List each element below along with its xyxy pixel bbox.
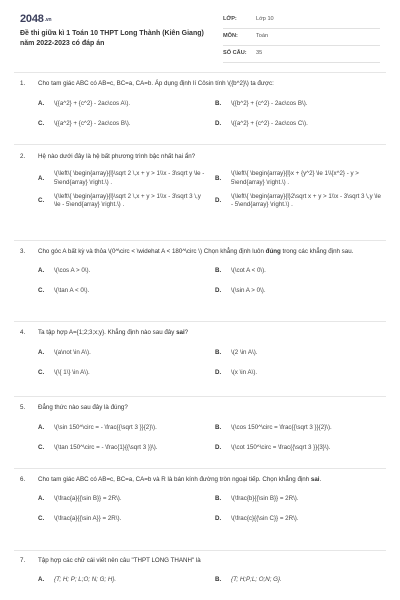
- divider: [14, 321, 386, 322]
- option-letter: A.: [38, 174, 45, 182]
- page-title: Đề thi giữa kì 1 Toán 10 THPT Long Thành (Kiên Giang) năm 2022-2023 có đáp án: [20, 30, 204, 47]
- option-letter: B.: [215, 99, 222, 107]
- info-row-class: [223, 12, 380, 29]
- option-b[interactable]: [215, 265, 382, 276]
- info-row-subject: [223, 29, 380, 46]
- option-text: \(\frac{c}{{\sin C}} = 2R\).: [231, 514, 299, 522]
- question-text: [20, 329, 382, 337]
- option-letter: B.: [215, 348, 222, 356]
- option-letter: A.: [38, 99, 45, 107]
- answer-options: [38, 170, 382, 209]
- option-text: \(x \in A\).: [231, 368, 258, 376]
- option-letter: C.: [38, 368, 45, 376]
- answer-options: [38, 493, 382, 524]
- option-letter: A.: [38, 575, 45, 583]
- option-letter: C.: [38, 197, 45, 205]
- question-text: [20, 557, 382, 565]
- option-letter: B.: [215, 494, 222, 502]
- option-text: \(\left\{ \begin{array}{l}x + {y^2} \le 1\\{x^2} - y > 5\end{array} \right.\) .: [231, 170, 359, 186]
- question-number: 1.: [20, 80, 26, 87]
- option-text: \(\left\{ \begin{array}{l}\sqrt 2 \,x + y > 1\\x - 3\sqrt y \le - 5\end{array} \right.\) .: [54, 170, 205, 186]
- option-c[interactable]: [38, 367, 205, 378]
- question-body: Cho góc A bất kỳ và thỏa \(0^\circ < \widehat A < 180^\circ \) Chọn khẳng định luôn đúng trong các khẳng định sau.: [38, 248, 354, 255]
- question-text: [20, 153, 382, 161]
- option-b[interactable]: [215, 98, 382, 109]
- option-text: \(a\not \in A\).: [54, 348, 91, 356]
- emphasis-text: sai: [176, 329, 185, 336]
- info-label: LỚP:: [223, 16, 237, 23]
- option-letter: B.: [215, 575, 222, 583]
- option-text: \({a^2} + {c^2} - 2ac\cos A\).: [54, 99, 131, 107]
- option-text: \(\frac{b}{{\sin B}} = 2R\).: [231, 494, 299, 502]
- option-c[interactable]: [38, 118, 205, 129]
- divider: [14, 396, 386, 397]
- option-text: \(\cot 150^\circ = \frac{{\sqrt 3 }}{3}\).: [231, 443, 331, 451]
- option-c[interactable]: [38, 513, 205, 524]
- document-header: [0, 0, 400, 64]
- option-a[interactable]: [38, 574, 205, 585]
- divider: [14, 72, 386, 73]
- option-text: {T; H;P;L; O;N; G}.: [231, 575, 282, 583]
- option-a[interactable]: [38, 422, 205, 433]
- answer-options: [38, 574, 382, 585]
- option-d[interactable]: [215, 513, 382, 524]
- info-value: Toán: [256, 33, 269, 40]
- option-b[interactable]: [215, 347, 382, 358]
- option-c[interactable]: [38, 442, 205, 453]
- option-a[interactable]: [38, 347, 205, 358]
- divider: [14, 550, 386, 551]
- option-text: \({a^2} + {c^2} - 2ac\cos B\).: [54, 119, 131, 127]
- question-number: 2.: [20, 153, 26, 160]
- option-text: \({a^2} + {c^2} - 2ac\cos C\).: [231, 119, 308, 127]
- question-text: [20, 404, 382, 412]
- option-text: {T; H; P; L;O; N; G; H}.: [54, 575, 117, 583]
- answer-options: [38, 98, 382, 129]
- question-3: [20, 248, 382, 296]
- question-number: 4.: [20, 329, 26, 336]
- answer-options: [38, 422, 382, 453]
- question-body: Tập hợp các chữ cái viết nên câu "THPT LONG THANH" là: [38, 557, 201, 564]
- info-value: Lớp 10: [256, 16, 274, 23]
- option-text: \(\frac{a}{{\sin B}} = 2R\).: [54, 494, 122, 502]
- option-d[interactable]: [215, 367, 382, 378]
- option-d[interactable]: [215, 118, 382, 129]
- option-text: \(\left\{ \begin{array}{l}\sqrt 2 \,x + y > 1\\x - 3\sqrt 3 \,y \le - 5\end{array} \right.\) .: [54, 193, 201, 209]
- option-letter: C.: [38, 443, 45, 451]
- option-letter: B.: [215, 423, 222, 431]
- emphasis-text: đúng: [265, 248, 281, 255]
- divider: [14, 468, 386, 469]
- option-letter: B.: [215, 266, 222, 274]
- option-text: \(\sin 150^\circ = - \frac{{\sqrt 3 }}{2}\).: [54, 423, 157, 431]
- question-number: 6.: [20, 476, 26, 483]
- exam-info-table: [223, 12, 380, 63]
- option-b[interactable]: [215, 574, 382, 585]
- answer-options: [38, 265, 382, 296]
- option-c[interactable]: [38, 285, 205, 296]
- option-letter: A.: [38, 348, 45, 356]
- question-number: 5.: [20, 404, 26, 411]
- option-letter: C.: [38, 514, 45, 522]
- option-c[interactable]: [38, 193, 205, 210]
- option-a[interactable]: [38, 98, 205, 109]
- question-4: [20, 329, 382, 378]
- option-letter: A.: [38, 494, 45, 502]
- option-letter: D.: [215, 443, 222, 451]
- option-text: \(\cos 150^\circ = \frac{{\sqrt 3 }}{2}\).: [231, 423, 332, 431]
- question-body: Hệ nào dưới đây là hệ bất phương trình bậc nhất hai ẩn?: [38, 153, 196, 160]
- question-body: Cho tam giác ABC có AB=c, BC=a, CA=b. Áp dụng định lí Côsin tính \({b^2}\) ta được:: [38, 80, 274, 87]
- logo-suffix: .vn: [44, 17, 52, 23]
- question-7: [20, 557, 382, 585]
- option-letter: A.: [38, 423, 45, 431]
- option-a[interactable]: [38, 265, 205, 276]
- option-text: \(\{ 1\} \in A\).: [54, 368, 90, 376]
- option-a[interactable]: [38, 493, 205, 504]
- option-b[interactable]: [215, 422, 382, 433]
- option-b[interactable]: [215, 170, 382, 187]
- question-body: Cho tam giác ABC có AB=c, BC=a, CA=b và R là bán kính đường tròn ngoại tiếp. Chọn khẳng định sai.: [38, 476, 322, 483]
- option-text: \(\tan A < 0\).: [54, 286, 90, 294]
- option-letter: D.: [215, 197, 222, 205]
- emphasis-text: sai: [310, 476, 320, 483]
- option-letter: D.: [215, 368, 222, 376]
- question-6: [20, 476, 382, 524]
- option-text: \(\left\{ \begin{array}{l}2\sqrt x + y > 1\\x - 3\sqrt 3 \,y \le - 5\end{array} \right.\) .: [231, 193, 381, 209]
- info-label: SỐ CÂU:: [223, 50, 247, 57]
- question-1: [20, 80, 382, 129]
- option-d[interactable]: [215, 442, 382, 453]
- question-body: Ta tập hợp A={1;2;3;x;y}. Khẳng định nào sau đây sai?: [38, 329, 189, 336]
- divider: [14, 240, 386, 241]
- option-text: \({b^2} + {c^2} - 2ac\cos B\).: [231, 99, 308, 107]
- option-letter: D.: [215, 286, 222, 294]
- question-5: [20, 404, 382, 453]
- question-text: [20, 476, 382, 484]
- option-letter: D.: [215, 119, 222, 127]
- option-letter: B.: [215, 174, 222, 182]
- option-d[interactable]: [215, 193, 382, 210]
- option-text: \(\frac{a}{{\sin A}} = 2R\).: [54, 514, 122, 522]
- question-number: 7.: [20, 557, 26, 564]
- question-number: 3.: [20, 248, 26, 255]
- option-text: \(\cot A < 0\).: [231, 266, 266, 274]
- question-body: Đẳng thức nào sau đây là đúng?: [38, 404, 128, 411]
- option-letter: D.: [215, 514, 222, 522]
- site-logo[interactable]: [20, 12, 51, 27]
- info-value: 35: [256, 50, 263, 57]
- question-2: [20, 153, 382, 210]
- answer-options: [38, 347, 382, 378]
- divider: [14, 144, 386, 145]
- option-text: \(\tan 150^\circ = - \frac{1}{{\sqrt 3 }}\).: [54, 443, 158, 451]
- option-a[interactable]: [38, 170, 205, 187]
- option-text: \(\cos A > 0\).: [54, 266, 91, 274]
- option-letter: C.: [38, 286, 45, 294]
- question-text: [20, 248, 382, 256]
- option-text: \(2 \in A\).: [231, 348, 258, 356]
- info-row-count: [223, 46, 380, 63]
- option-letter: A.: [38, 266, 45, 274]
- info-label: MÔN:: [223, 33, 238, 40]
- question-text: [20, 80, 382, 88]
- option-letter: C.: [38, 119, 45, 127]
- logo-text: 2048: [20, 13, 44, 25]
- option-d[interactable]: [215, 285, 382, 296]
- option-text: \(\sin A > 0\).: [231, 286, 266, 294]
- option-b[interactable]: [215, 493, 382, 504]
